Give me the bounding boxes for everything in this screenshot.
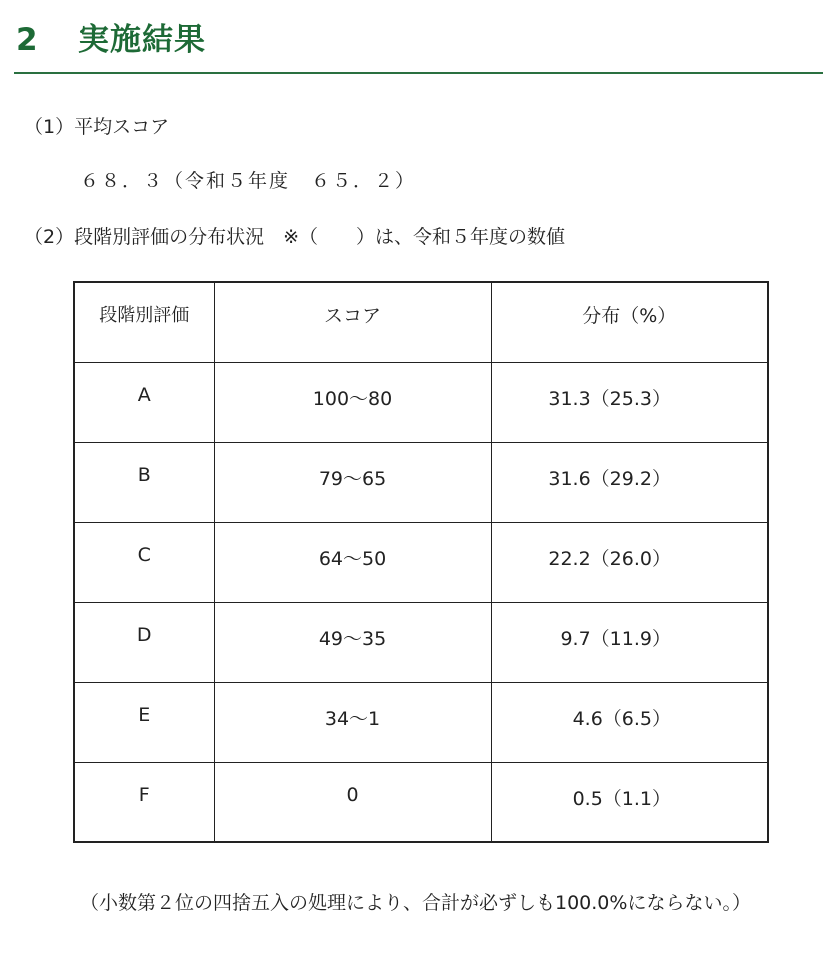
section-title: 実施結果 [78, 22, 206, 58]
distribution-cell: 22.2（26.0） [491, 522, 768, 602]
subsection-distribution-label: （2）段階別評価の分布状況 ※（ ）は、令和５年度の数値 [24, 226, 566, 248]
grade-cell: C [74, 522, 214, 602]
grade-cell: D [74, 602, 214, 682]
grade-cell: E [74, 682, 214, 762]
distribution-cell: 4.6（6.5） [491, 682, 768, 762]
table-row [74, 442, 768, 522]
score-range-cell: 49〜35 [214, 602, 491, 682]
section-number: 2 [16, 22, 39, 58]
table-row [74, 602, 768, 682]
header-grade: 段階別評価 [74, 282, 214, 362]
distribution-cell: 31.3（25.3） [491, 362, 768, 442]
subsection-average-score-label: （1）平均スコア [24, 116, 170, 138]
distribution-cell: 9.7（11.9） [491, 602, 768, 682]
score-range-cell: 79〜65 [214, 442, 491, 522]
header-score: スコア [214, 282, 491, 362]
table-row [74, 682, 768, 762]
heading-divider [14, 72, 823, 74]
average-score-value: ６８．３（令和５年度 ６５．２） [80, 170, 417, 192]
score-range-cell: 100〜80 [214, 362, 491, 442]
grade-cell: A [74, 362, 214, 442]
score-range-cell: 0 [214, 762, 491, 842]
grade-cell: B [74, 442, 214, 522]
section-heading [16, 14, 206, 59]
table-header-row [74, 282, 768, 362]
table-row [74, 522, 768, 602]
score-range-cell: 34〜1 [214, 682, 491, 762]
grade-distribution-table [73, 281, 769, 843]
distribution-cell: 0.5（1.1） [491, 762, 768, 842]
rounding-footnote: （小数第２位の四捨五入の処理により、合計が必ずしも100.0%にならない。） [80, 892, 751, 914]
table-row [74, 762, 768, 842]
table-row [74, 362, 768, 442]
header-distribution: 分布（%） [491, 282, 768, 362]
grade-cell: F [74, 762, 214, 842]
score-range-cell: 64〜50 [214, 522, 491, 602]
distribution-cell: 31.6（29.2） [491, 442, 768, 522]
